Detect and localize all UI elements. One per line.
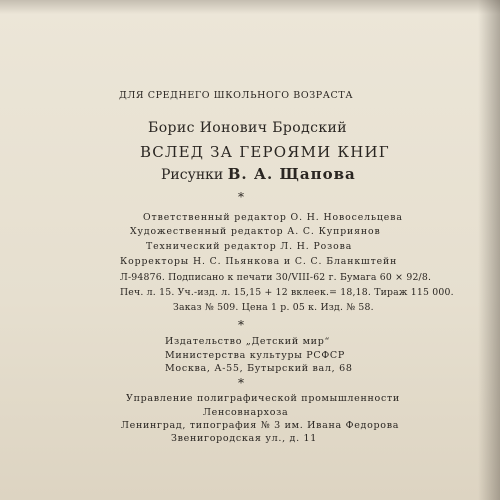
- separator-1: *: [238, 190, 244, 204]
- printer-line-2: Ленсовнархоза: [203, 407, 289, 418]
- credit-line-3: Технический редактор Л. Н. Розова: [146, 241, 353, 252]
- separator-2: *: [238, 318, 244, 332]
- imprint-line-1: Л-94876. Подписано к печати 30/VIII-62 г. Бумага 60 × 92/8.: [120, 272, 432, 283]
- separator-3: *: [238, 376, 244, 390]
- publisher-line-3: Москва, А-55, Бутырский вал, 68: [165, 363, 353, 374]
- imprint-line-2: Печ. л. 15. Уч.-изд. л. 15,15 + 12 вклеек.= 18,18. Тираж 115 000.: [120, 287, 454, 298]
- printer-line-3: Ленинград, типография № 3 им. Ивана Федорова: [121, 420, 400, 431]
- publisher-line-2: Министерства культуры РСФСР: [165, 350, 345, 361]
- publisher-line-1: Издательство „Детский мир“: [165, 336, 331, 347]
- printer-line-4: Звенигородская ул., д. 11: [171, 433, 317, 444]
- imprint-line-3: Заказ № 509. Цена 1 р. 05 к. Изд. № 58.: [173, 302, 374, 313]
- audience-line: ДЛЯ СРЕДНЕГО ШКОЛЬНОГО ВОЗРАСТА: [119, 90, 354, 101]
- illustrator-prefix: Рисунки: [161, 167, 224, 183]
- credit-line-4: Корректоры Н. С. Пьянкова и С. С. Бланкштейн: [120, 256, 398, 267]
- author-name: Борис Ионович Бродский: [148, 120, 347, 136]
- printer-line-1: Управление полиграфической промышленности: [126, 393, 400, 404]
- illustrator-name: В. А. Щапова: [227, 165, 356, 183]
- illustrator-line: [161, 165, 356, 183]
- credit-line-1: Ответственный редактор О. Н. Новосельцева: [143, 212, 403, 223]
- book-title: ВСЛЕД ЗА ГЕРОЯМИ КНИГ: [140, 143, 390, 161]
- page-top-shadow: [0, 0, 500, 14]
- page-binding-shadow: [478, 0, 500, 500]
- credit-line-2: Художественный редактор А. С. Куприянов: [130, 226, 381, 237]
